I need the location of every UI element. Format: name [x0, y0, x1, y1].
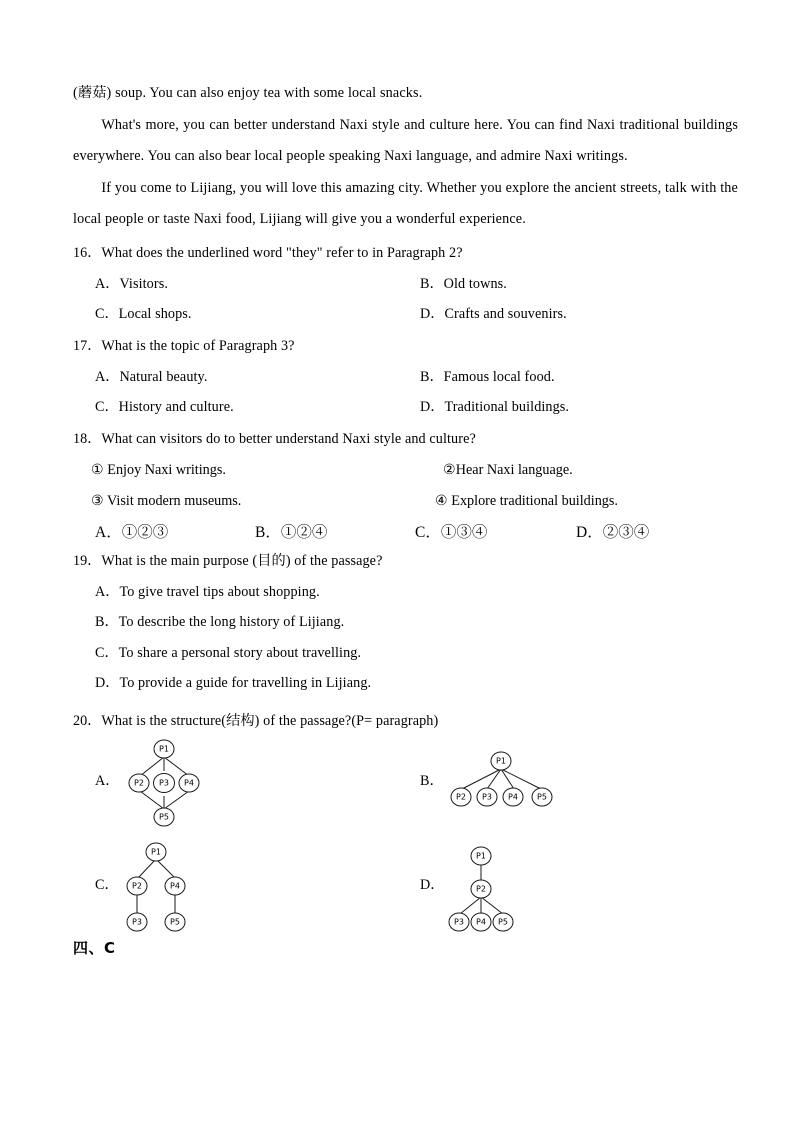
node-label: P1	[496, 756, 506, 766]
answer-row	[73, 517, 753, 549]
option-d[interactable]	[420, 299, 567, 330]
option-d[interactable]	[576, 517, 649, 549]
statement-text: Hear Naxi language.	[455, 461, 573, 478]
structure-option-a-letter: A．	[95, 773, 120, 789]
node-label: P1	[159, 744, 169, 754]
node-label: P2	[134, 778, 144, 788]
passage-paragraph: What's more, you can better understand Naxi style and culture here. You can find Naxi traditional buildings everywhere. You can also bear local people speaking Naxi language, and admire Naxi writings.	[73, 116, 738, 164]
node-label: P4	[170, 881, 180, 891]
passage-paragraph: (蘑菇) soup. You can also enjoy tea with some local snacks.	[73, 85, 423, 101]
option-a[interactable]	[95, 517, 168, 549]
option-text: To give travel tips about shopping.	[119, 583, 320, 600]
option-d[interactable]	[95, 668, 371, 699]
option-text: Traditional buildings.	[444, 399, 570, 415]
statement-4	[435, 486, 618, 517]
statement-marker: ①	[91, 461, 104, 478]
question-20	[73, 706, 753, 737]
node-label: P3	[454, 917, 464, 927]
node-label: P1	[151, 847, 161, 857]
structure-option-c-letter: C．	[95, 877, 119, 893]
option-b[interactable]	[420, 362, 555, 393]
statement-3	[91, 486, 241, 517]
option-row	[73, 392, 753, 423]
question-stem	[73, 706, 753, 737]
question-16	[73, 238, 753, 330]
option-letter: C．	[95, 306, 119, 322]
statement-text: Enjoy Naxi writings.	[103, 461, 226, 478]
question-number: 18．	[73, 431, 102, 447]
node-label: P2	[132, 881, 142, 891]
option-letter: A．	[95, 275, 120, 292]
passage-body	[73, 78, 738, 236]
option-b[interactable]	[255, 517, 327, 549]
option-text: To describe the long history of Lijiang.	[118, 614, 345, 630]
question-text: What is the topic of Paragraph 3?	[101, 338, 295, 354]
option-letter: B．	[420, 368, 444, 385]
node-label: P5	[498, 917, 508, 927]
statement-marker: ②	[443, 461, 456, 478]
option-text: To provide a guide for travelling in Lijiang.	[119, 675, 372, 691]
option-b[interactable]	[95, 607, 344, 638]
option-a[interactable]	[95, 362, 207, 393]
option-row	[73, 607, 753, 638]
node-label: P3	[132, 917, 142, 927]
option-row	[73, 362, 753, 393]
structure-option-b-diagram[interactable]	[445, 750, 560, 818]
node-label: P2	[456, 792, 466, 802]
structure-option-c-diagram[interactable]	[118, 838, 218, 933]
question-stem	[73, 424, 753, 455]
option-letter: A．	[95, 523, 122, 541]
option-letter: D．	[576, 523, 603, 541]
question-number: 17．	[73, 338, 102, 354]
option-text: ①②③	[121, 523, 169, 541]
section-heading: 四、C	[73, 939, 116, 957]
statement-row	[73, 486, 753, 517]
option-c[interactable]	[415, 517, 487, 549]
option-text: Visitors.	[119, 275, 168, 292]
option-letter: A．	[95, 583, 120, 600]
option-row	[73, 638, 753, 669]
option-letter: B．	[255, 523, 281, 541]
option-text: Local shops.	[118, 306, 192, 322]
structure-option-b-letter: B．	[420, 773, 444, 789]
question-text: What is the structure(结构) of the passage?(P= paragraph)	[101, 713, 439, 729]
option-row	[73, 269, 753, 300]
option-text: ②③④	[602, 523, 650, 541]
question-number: 20．	[73, 713, 102, 729]
option-text: Crafts and souvenirs.	[444, 306, 567, 322]
node-label: P1	[476, 851, 486, 861]
statement-2	[443, 455, 573, 486]
option-text: History and culture.	[118, 399, 234, 415]
statement-marker: ③	[91, 492, 104, 509]
option-a[interactable]	[95, 577, 320, 608]
statement-text: Explore traditional buildings.	[447, 492, 618, 509]
structure-option-d-diagram[interactable]	[445, 843, 550, 933]
structure-option-a-diagram[interactable]	[118, 735, 218, 830]
option-letter: D．	[95, 675, 120, 691]
option-letter: B．	[420, 275, 444, 292]
option-letter: A．	[95, 368, 120, 385]
option-letter: C．	[95, 644, 119, 661]
option-text: To share a personal story about travelling.	[118, 644, 362, 661]
node-label: P3	[482, 792, 492, 802]
question-number: 19．	[73, 553, 102, 569]
statement-row	[73, 455, 753, 486]
node-label: P4	[476, 917, 486, 927]
option-c[interactable]	[95, 638, 361, 669]
node-label: P5	[537, 792, 547, 802]
question-stem	[73, 331, 753, 362]
option-letter: D．	[420, 306, 445, 322]
option-c[interactable]	[95, 299, 192, 330]
option-row	[73, 668, 753, 699]
option-d[interactable]	[420, 392, 569, 423]
statement-marker: ④	[435, 492, 448, 509]
option-text: ①③④	[440, 523, 488, 541]
option-letter: C．	[415, 523, 441, 541]
node-label: P5	[159, 812, 169, 822]
question-text: What is the main purpose (目的) of the passage?	[101, 553, 383, 569]
question-stem	[73, 238, 753, 269]
option-b[interactable]	[420, 269, 507, 300]
node-label: P2	[476, 884, 486, 894]
question-19	[73, 546, 753, 699]
option-row	[73, 299, 753, 330]
question-17	[73, 331, 753, 423]
option-a[interactable]	[95, 269, 168, 300]
question-18	[73, 424, 753, 549]
option-text: Famous local food.	[443, 368, 555, 385]
option-text: Old towns.	[443, 275, 507, 292]
node-label: P4	[184, 778, 194, 788]
structure-option-d-letter: D．	[420, 877, 445, 893]
statement-1	[91, 455, 226, 486]
question-stem	[73, 546, 753, 577]
option-letter: D．	[420, 399, 445, 415]
question-number: 16．	[73, 245, 102, 261]
option-text: Natural beauty.	[119, 368, 208, 385]
option-letter: B．	[95, 614, 119, 630]
option-row	[73, 577, 753, 608]
option-c[interactable]	[95, 392, 234, 423]
statement-text: Visit modern museums.	[103, 492, 242, 509]
passage-paragraph: If you come to Lijiang, you will love this amazing city. Whether you explore the ancient streets, talk with the local people or taste Naxi food, Lijiang will give you a wonderful experience.	[73, 179, 738, 227]
question-text: What does the underlined word "they" refer to in Paragraph 2?	[101, 245, 463, 261]
option-text: ①②④	[280, 523, 328, 541]
node-label: P3	[159, 778, 169, 788]
node-label: P4	[508, 792, 518, 802]
option-letter: C．	[95, 399, 119, 415]
node-label: P5	[170, 917, 180, 927]
question-text: What can visitors do to better understand Naxi style and culture?	[101, 431, 476, 447]
